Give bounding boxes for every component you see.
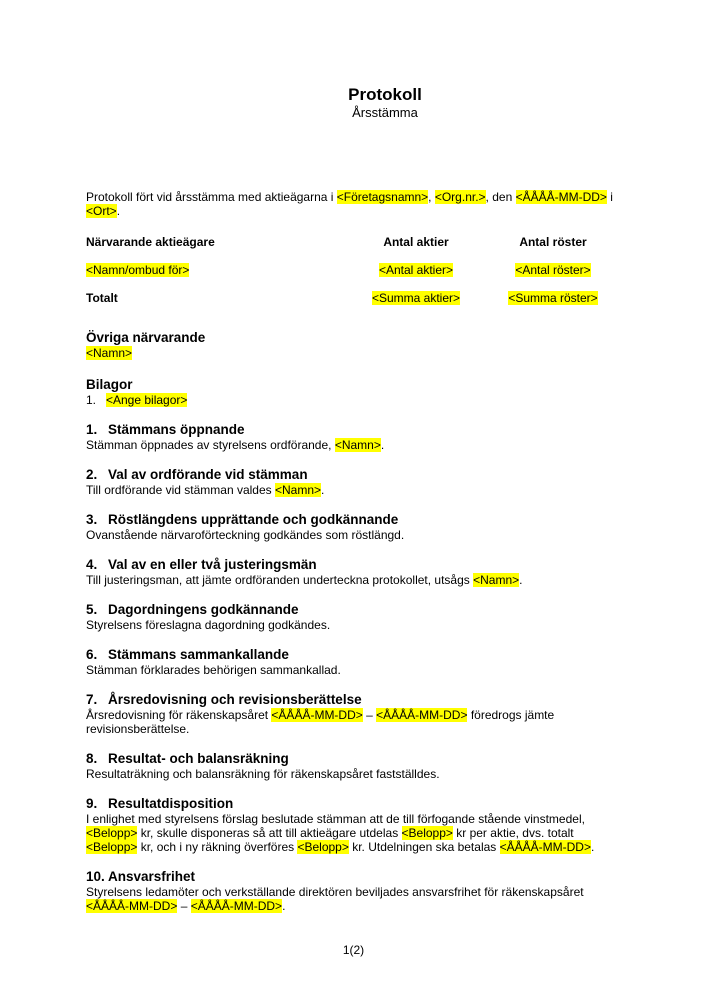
section [86, 421, 640, 452]
section-title: Ansvarsfrihet [108, 869, 196, 884]
header-cell-shares: Antal aktier [383, 235, 449, 249]
document-title: Protokoll [348, 85, 422, 104]
section [86, 511, 640, 542]
placeholder-field[interactable]: <ÅÅÅÅ-MM-DD> [190, 899, 283, 913]
text-segment: kr, och i ny räkning överföres [137, 840, 298, 854]
intro-paragraph [86, 190, 640, 218]
text-segment: I enlighet med styrelsens förslag beslutade stämman att de till förfogande stående vinstmedel, [86, 812, 585, 826]
list-item-number: 1. [86, 393, 97, 407]
text-segment: kr per aktie, dvs. totalt [452, 826, 574, 840]
attendee-row [86, 263, 640, 277]
placeholder-field[interactable]: <Belopp> [297, 840, 349, 854]
placeholder-field[interactable]: <Antal röster> [515, 263, 591, 277]
attendee-cell-name [86, 291, 334, 305]
placeholder-field[interactable]: <Summa röster> [508, 291, 598, 305]
placeholder-field[interactable]: <Antal aktier> [378, 263, 454, 277]
section-number: 8. [86, 751, 98, 766]
section-number: 5. [86, 602, 98, 617]
text-segment: föredrogs jämte [467, 708, 555, 722]
section-number: 1. [86, 422, 98, 437]
section-heading [86, 466, 640, 483]
placeholder-field[interactable]: <Namn> [334, 438, 381, 452]
section-body [86, 767, 640, 781]
section [86, 601, 640, 632]
placeholder-field[interactable]: <Ange bilagor> [106, 393, 188, 407]
section-body [86, 708, 640, 736]
text-segment: . [116, 204, 121, 218]
sections-container [86, 421, 640, 913]
section-title: Resultatdisposition [108, 796, 234, 811]
placeholder-field[interactable]: <Företagsnamn> [336, 190, 429, 204]
document-subtitle: Årsstämma [352, 105, 418, 120]
text-segment: . [282, 899, 286, 913]
text-segment: . [321, 483, 325, 497]
text-segment: Styrelsens ledamöter och verkställande direktören beviljades ansvarsfrihet för räkenskapsåret [86, 885, 584, 899]
section-body [86, 663, 640, 677]
header-cell-attendees: Närvarande aktieägare [86, 235, 215, 249]
attendee-cell-shares [334, 263, 498, 277]
section-body [86, 812, 640, 854]
section-title: Resultat- och balansräkning [108, 751, 289, 766]
placeholder-field[interactable]: <Belopp> [86, 826, 138, 840]
text-segment: Årsredovisning för räkenskapsåret [86, 708, 272, 722]
text-segment: – [362, 708, 377, 722]
placeholder-field[interactable]: <Ort> [86, 204, 117, 218]
section-heading [86, 556, 640, 573]
placeholder-field[interactable]: <Summa aktier> [371, 291, 461, 305]
text-segment: Resultaträkning och balansräkning för räkenskapsåret fastställdes. [86, 767, 440, 781]
attendees-rows [86, 263, 640, 305]
placeholder-field[interactable]: <ÅÅÅÅ-MM-DD> [376, 708, 468, 722]
section-heading [86, 646, 640, 663]
section-heading [86, 601, 640, 618]
section-title: Dagordningens godkännande [108, 602, 299, 617]
text-segment: Ovanstående närvaroförteckning godkändes som röstlängd. [86, 528, 405, 542]
section-body [86, 528, 640, 542]
text-segment: Totalt [86, 291, 118, 305]
attachments-heading: Bilagor [86, 377, 133, 392]
section [86, 691, 640, 736]
text-segment: . [519, 573, 523, 587]
section-number: 6. [86, 647, 98, 662]
section-title: Årsredovisning och revisionsberättelse [108, 692, 362, 707]
section-heading [86, 795, 640, 812]
other-attendees-block [86, 330, 640, 360]
attachments-list [86, 393, 640, 407]
section-heading [86, 421, 640, 438]
section-body [86, 483, 640, 497]
placeholder-field[interactable]: <Org.nr.> [434, 190, 486, 204]
text-segment: Protokoll fört vid årsstämma med aktieägarna i [86, 190, 337, 204]
placeholder-field[interactable]: <Namn> [86, 346, 133, 360]
other-attendees-names [86, 346, 640, 360]
text-segment: – [177, 899, 191, 913]
placeholder-field[interactable]: <ÅÅÅÅ-MM-DD> [499, 840, 591, 854]
section-heading [86, 691, 640, 708]
placeholder-field[interactable]: <Namn> [473, 573, 520, 587]
text-segment: . [380, 438, 385, 452]
attachments-block [86, 377, 640, 407]
text-segment: kr. Utdelningen ska betalas [348, 840, 500, 854]
attendee-row [86, 291, 640, 305]
section-heading [86, 750, 640, 767]
section-title: Stämmans sammankallande [108, 647, 289, 662]
placeholder-field[interactable]: <Namn/ombud för> [86, 263, 190, 277]
section [86, 466, 640, 497]
text-segment: , den [485, 190, 516, 204]
attendee-cell-votes [498, 263, 608, 277]
text-segment: , [428, 190, 435, 204]
attendee-cell-votes [498, 291, 608, 305]
section-body [86, 885, 640, 913]
other-attendees-heading: Övriga närvarande [86, 330, 206, 345]
text-segment: . [590, 840, 595, 854]
section-heading [86, 511, 640, 528]
attendee-cell-name [86, 263, 334, 277]
section [86, 750, 640, 781]
placeholder-field[interactable]: <ÅÅÅÅ-MM-DD> [86, 899, 178, 913]
attendees-header-row [86, 235, 640, 249]
section-number: 4. [86, 557, 98, 572]
placeholder-field[interactable]: <ÅÅÅÅ-MM-DD> [515, 190, 607, 204]
section-body [86, 618, 640, 632]
text-segment: Styrelsens föreslagna dagordning godkändes. [86, 618, 331, 632]
text-segment: revisionsberättelse. [86, 722, 190, 736]
section [86, 795, 640, 854]
document-content [86, 85, 640, 913]
text-segment: i [606, 190, 613, 204]
attachment-list-item [86, 393, 640, 407]
attendee-cell-shares [334, 291, 498, 305]
section [86, 868, 640, 913]
title-block [86, 85, 684, 121]
section-title: Val av en eller två justeringsmän [108, 557, 317, 572]
placeholder-field[interactable]: <Belopp> [86, 840, 138, 854]
header-cell-votes: Antal röster [519, 235, 587, 249]
section-title: Val av ordförande vid stämman [108, 467, 308, 482]
section-number: 10. [86, 869, 105, 884]
section-body [86, 573, 640, 587]
text-segment: Till ordförande vid stämman valdes [86, 483, 275, 497]
text-segment: Till justeringsman, att jämte ordföranden underteckna protokollet, utsågs [86, 573, 474, 587]
section-title: Röstlängdens upprättande och godkännande [108, 512, 399, 527]
placeholder-field[interactable]: <Belopp> [401, 826, 453, 840]
section-heading [86, 868, 640, 885]
text-segment: kr, skulle disponeras så att till aktieägare utdelas [137, 826, 402, 840]
placeholder-field[interactable]: <ÅÅÅÅ-MM-DD> [271, 708, 363, 722]
section-title: Stämmans öppnande [108, 422, 245, 437]
attendees-table [86, 235, 640, 305]
section-body [86, 438, 640, 452]
text-segment: Stämman förklarades behörigen sammankallad. [86, 663, 341, 677]
section-number: 3. [86, 512, 98, 527]
placeholder-field[interactable]: <Namn> [274, 483, 322, 497]
section [86, 646, 640, 677]
section-number: 9. [86, 796, 98, 811]
section-number: 7. [86, 692, 98, 707]
section-number: 2. [86, 467, 98, 482]
section [86, 556, 640, 587]
text-segment: Stämman öppnades av styrelsens ordförande, [86, 438, 335, 452]
page-number-footer: 1(2) [342, 943, 365, 957]
